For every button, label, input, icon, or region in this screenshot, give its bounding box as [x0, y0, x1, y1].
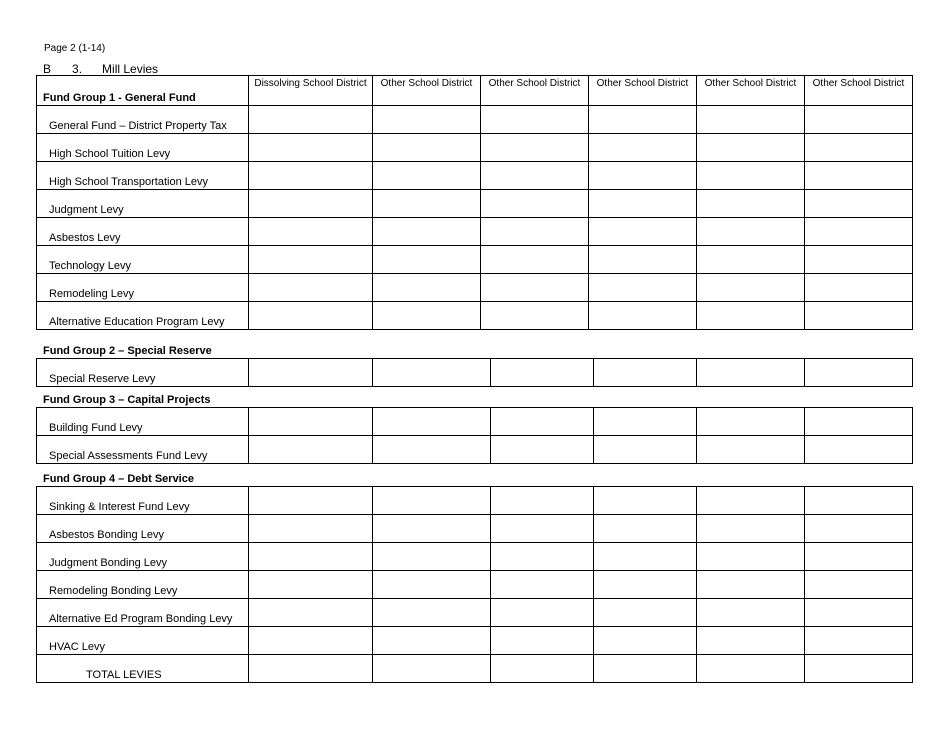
levy-entry-cell[interactable]: [697, 408, 805, 436]
levy-entry-cell[interactable]: [481, 302, 589, 330]
levy-entry-cell[interactable]: [594, 487, 697, 515]
levy-entry-cell[interactable]: [373, 190, 481, 218]
levy-entry-cell[interactable]: [249, 134, 373, 162]
levy-row: [37, 599, 913, 627]
section-heading: [43, 62, 158, 76]
levy-entry-cell[interactable]: [594, 436, 697, 464]
levy-entry-cell[interactable]: [373, 655, 491, 683]
levy-entry-cell[interactable]: [249, 359, 373, 387]
levy-entry-cell[interactable]: [805, 190, 913, 218]
levy-entry-cell[interactable]: [805, 359, 913, 387]
levy-entry-cell[interactable]: [373, 487, 491, 515]
group-title-capital: Fund Group 3 – Capital Projects: [43, 394, 211, 406]
levy-row: [37, 218, 913, 246]
levy-entry-cell[interactable]: [805, 543, 913, 571]
levy-label: Judgment Bonding Levy: [37, 543, 249, 571]
section-letter: B: [43, 62, 52, 76]
capital-projects-table: [36, 407, 913, 464]
levy-entry-cell[interactable]: [594, 543, 697, 571]
levy-row: [37, 627, 913, 655]
levy-entry-cell[interactable]: [249, 599, 373, 627]
levy-entry-cell[interactable]: [805, 436, 913, 464]
levy-entry-cell[interactable]: [589, 106, 697, 134]
levy-entry-cell[interactable]: [805, 599, 913, 627]
levy-entry-cell[interactable]: [481, 274, 589, 302]
levy-entry-cell[interactable]: [373, 599, 491, 627]
levy-entry-cell[interactable]: [697, 162, 805, 190]
levy-row: [37, 487, 913, 515]
levy-entry-cell[interactable]: [594, 655, 697, 683]
levy-entry-cell[interactable]: [697, 359, 805, 387]
levy-entry-cell[interactable]: [249, 190, 373, 218]
levy-entry-cell[interactable]: [491, 515, 594, 543]
levy-label: High School Transportation Levy: [37, 162, 249, 190]
levy-entry-cell[interactable]: [481, 190, 589, 218]
levy-entry-cell[interactable]: [805, 627, 913, 655]
levy-entry-cell[interactable]: [589, 134, 697, 162]
levy-entry-cell[interactable]: [373, 162, 481, 190]
levy-entry-cell[interactable]: [697, 218, 805, 246]
levy-entry-cell[interactable]: [805, 106, 913, 134]
levy-label: Special Reserve Levy: [37, 359, 249, 387]
levy-entry-cell[interactable]: [249, 436, 373, 464]
levy-entry-cell[interactable]: [373, 246, 481, 274]
levy-row: [37, 655, 913, 683]
levy-entry-cell[interactable]: [491, 571, 594, 599]
levy-entry-cell[interactable]: [481, 106, 589, 134]
levy-row: [37, 515, 913, 543]
group-title-debt: Fund Group 4 – Debt Service: [43, 473, 194, 485]
levy-entry-cell[interactable]: [697, 655, 805, 683]
levy-entry-cell[interactable]: [481, 134, 589, 162]
levy-entry-cell[interactable]: [249, 246, 373, 274]
levy-entry-cell[interactable]: [594, 408, 697, 436]
section-number: 3.: [72, 62, 83, 76]
levy-entry-cell[interactable]: [491, 408, 594, 436]
levy-entry-cell[interactable]: [249, 162, 373, 190]
levy-entry-cell[interactable]: [594, 359, 697, 387]
levy-entry-cell[interactable]: [373, 408, 491, 436]
group-title-reserve: Fund Group 2 – Special Reserve: [43, 345, 212, 357]
levy-entry-cell[interactable]: [249, 487, 373, 515]
levy-label: Asbestos Bonding Levy: [37, 515, 249, 543]
levy-label: Alternative Ed Program Bonding Levy: [37, 599, 249, 627]
column-header: Other School District: [697, 76, 805, 106]
levy-entry-cell[interactable]: [589, 274, 697, 302]
levy-entry-cell[interactable]: [373, 515, 491, 543]
levy-entry-cell[interactable]: [249, 515, 373, 543]
levy-label: TOTAL LEVIES: [37, 655, 249, 683]
levy-label: Asbestos Levy: [37, 218, 249, 246]
levy-row: [37, 436, 913, 464]
levy-entry-cell[interactable]: [249, 218, 373, 246]
levy-entry-cell[interactable]: [373, 134, 481, 162]
levy-entry-cell[interactable]: [805, 515, 913, 543]
levy-entry-cell[interactable]: [249, 274, 373, 302]
levy-row: [37, 543, 913, 571]
levy-entry-cell[interactable]: [373, 106, 481, 134]
levy-entry-cell[interactable]: [594, 571, 697, 599]
levy-label: Technology Levy: [37, 246, 249, 274]
levy-entry-cell[interactable]: [491, 599, 594, 627]
levy-entry-cell[interactable]: [373, 571, 491, 599]
levy-entry-cell[interactable]: [697, 571, 805, 599]
levy-row: [37, 246, 913, 274]
levy-entry-cell[interactable]: [589, 190, 697, 218]
levy-row: [37, 359, 913, 387]
levy-entry-cell[interactable]: [805, 134, 913, 162]
levy-entry-cell[interactable]: [373, 436, 491, 464]
levy-row: [37, 274, 913, 302]
levy-entry-cell[interactable]: [805, 302, 913, 330]
levy-entry-cell[interactable]: [373, 543, 491, 571]
levy-entry-cell[interactable]: [373, 274, 481, 302]
levy-entry-cell[interactable]: [805, 246, 913, 274]
levy-entry-cell[interactable]: [805, 408, 913, 436]
column-header: Other School District: [589, 76, 697, 106]
levy-entry-cell[interactable]: [373, 627, 491, 655]
levy-row: [37, 190, 913, 218]
levy-entry-cell[interactable]: [805, 274, 913, 302]
levy-entry-cell[interactable]: [697, 543, 805, 571]
levy-entry-cell[interactable]: [697, 487, 805, 515]
debt-service-table: [36, 486, 913, 683]
levy-entry-cell[interactable]: [491, 436, 594, 464]
levy-label: Remodeling Levy: [37, 274, 249, 302]
levy-entry-cell[interactable]: [491, 655, 594, 683]
levy-row: [37, 408, 913, 436]
levy-entry-cell[interactable]: [589, 162, 697, 190]
levy-label: Remodeling Bonding Levy: [37, 571, 249, 599]
levy-entry-cell[interactable]: [805, 218, 913, 246]
levy-entry-cell[interactable]: [249, 302, 373, 330]
levy-entry-cell[interactable]: [697, 436, 805, 464]
levy-entry-cell[interactable]: [805, 655, 913, 683]
levy-label: Alternative Education Program Levy: [37, 302, 249, 330]
levy-row: [37, 162, 913, 190]
group-title-general: Fund Group 1 - General Fund: [37, 76, 249, 106]
levy-row: [37, 302, 913, 330]
levy-entry-cell[interactable]: [249, 627, 373, 655]
levy-entry-cell[interactable]: [697, 302, 805, 330]
page-label: Page 2 (1-14): [44, 43, 106, 54]
header-row: [37, 76, 913, 106]
levy-label: Special Assessments Fund Levy: [37, 436, 249, 464]
levy-entry-cell[interactable]: [697, 134, 805, 162]
levy-row: [37, 106, 913, 134]
levy-entry-cell[interactable]: [249, 408, 373, 436]
section-title: Mill Levies: [102, 62, 159, 76]
levy-entry-cell[interactable]: [594, 627, 697, 655]
levy-entry-cell[interactable]: [373, 302, 481, 330]
levy-row: [37, 134, 913, 162]
levy-entry-cell[interactable]: [697, 627, 805, 655]
levy-entry-cell[interactable]: [249, 106, 373, 134]
levy-entry-cell[interactable]: [373, 359, 491, 387]
levy-entry-cell[interactable]: [491, 487, 594, 515]
special-reserve-table: [36, 358, 913, 387]
column-header: Other School District: [373, 76, 481, 106]
levy-entry-cell[interactable]: [589, 246, 697, 274]
levy-entry-cell[interactable]: [589, 218, 697, 246]
levy-entry-cell[interactable]: [594, 515, 697, 543]
levy-entry-cell[interactable]: [697, 246, 805, 274]
levy-entry-cell[interactable]: [805, 487, 913, 515]
levy-entry-cell[interactable]: [491, 359, 594, 387]
levy-entry-cell[interactable]: [697, 190, 805, 218]
levy-entry-cell[interactable]: [491, 543, 594, 571]
levy-entry-cell[interactable]: [481, 218, 589, 246]
levy-entry-cell[interactable]: [805, 571, 913, 599]
levy-entry-cell[interactable]: [805, 162, 913, 190]
general-fund-table: [36, 75, 913, 330]
levy-entry-cell[interactable]: [481, 246, 589, 274]
column-header: Other School District: [481, 76, 589, 106]
levy-entry-cell[interactable]: [697, 106, 805, 134]
levy-entry-cell[interactable]: [249, 543, 373, 571]
levy-label: Sinking & Interest Fund Levy: [37, 487, 249, 515]
column-header: Other School District: [805, 76, 913, 106]
levy-entry-cell[interactable]: [594, 599, 697, 627]
levy-entry-cell[interactable]: [481, 162, 589, 190]
levy-entry-cell[interactable]: [249, 655, 373, 683]
levy-label: Building Fund Levy: [37, 408, 249, 436]
levy-entry-cell[interactable]: [491, 627, 594, 655]
levy-entry-cell[interactable]: [249, 571, 373, 599]
levy-label: High School Tuition Levy: [37, 134, 249, 162]
levy-entry-cell[interactable]: [373, 218, 481, 246]
levy-label: General Fund – District Property Tax: [37, 106, 249, 134]
levy-entry-cell[interactable]: [697, 515, 805, 543]
levy-entry-cell[interactable]: [697, 274, 805, 302]
levy-entry-cell[interactable]: [589, 302, 697, 330]
levy-entry-cell[interactable]: [697, 599, 805, 627]
column-header: Dissolving School District: [249, 76, 373, 106]
levy-row: [37, 571, 913, 599]
levy-label: Judgment Levy: [37, 190, 249, 218]
levy-label: HVAC Levy: [37, 627, 249, 655]
